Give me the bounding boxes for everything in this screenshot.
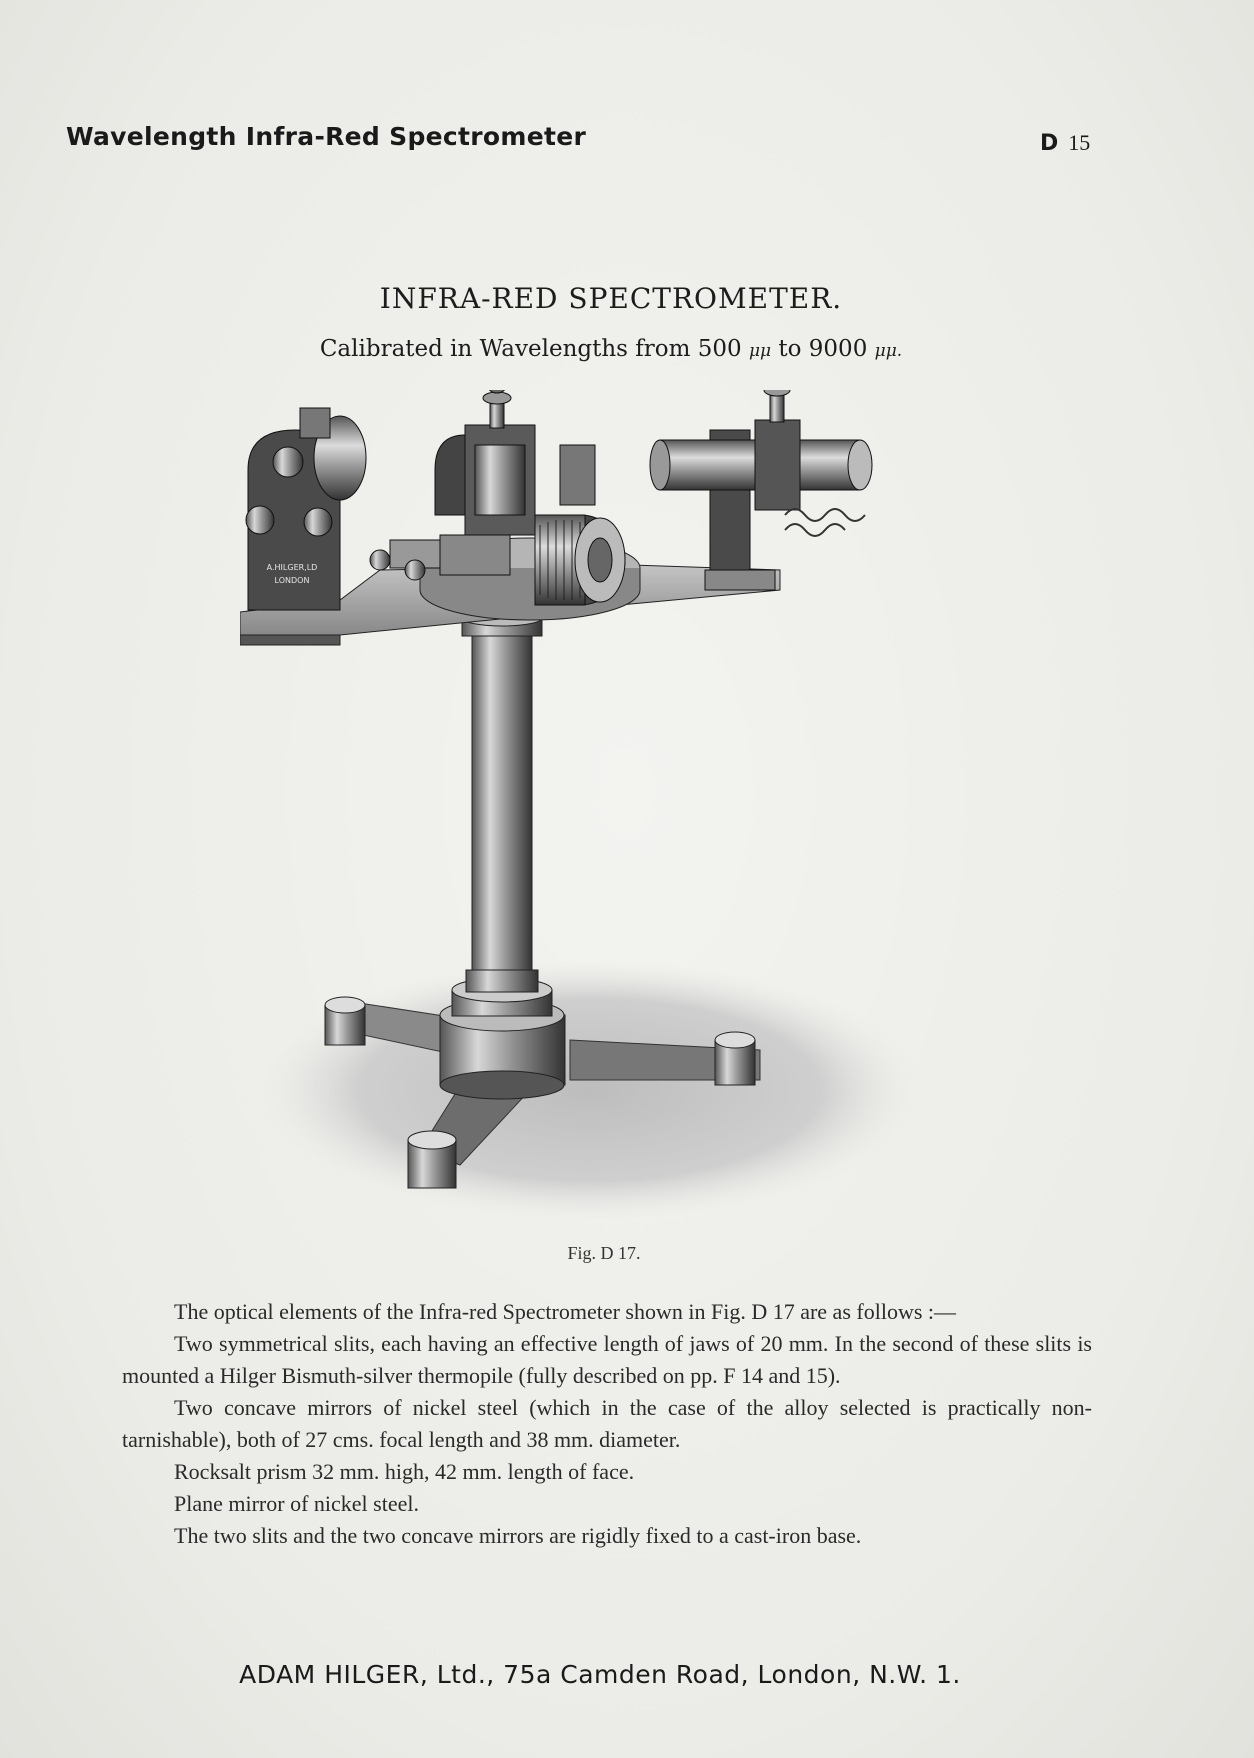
running-header-title: Wavelength Infra-Red Spectrometer: [66, 122, 587, 151]
subtitle-prefix: Calibrated in Wavelengths from 500: [319, 336, 742, 362]
paragraph: Rocksalt prism 32 mm. high, 42 mm. length of face.: [174, 1459, 635, 1484]
subtitle-middle: to 9000: [778, 336, 868, 362]
page-subtitle: [0, 336, 1222, 362]
nameplate-line-2: LONDON: [274, 576, 310, 585]
nameplate-line-1: A.HILGER,LD: [266, 563, 318, 572]
spectrometer-illustration: [240, 390, 960, 1230]
right-telescope: [650, 390, 872, 590]
section-letter: D: [1040, 131, 1059, 156]
paragraph: The optical elements of the Infra-red Spectrometer shown in Fig. D 17 are as follows :—: [174, 1299, 956, 1324]
publisher-footer: ADAM HILGER, Ltd., 75a Camden Road, London, N.W. 1.: [239, 1660, 961, 1689]
subtitle-unit-1: μμ: [748, 341, 772, 361]
body-text: [122, 1296, 1092, 1552]
subtitle-unit-2: μμ.: [874, 341, 903, 361]
page-number-value: 15: [1068, 130, 1091, 155]
page-title: INFRA-RED SPECTROMETER.: [379, 282, 843, 315]
support-column: [462, 610, 542, 992]
figure-caption: Fig. D 17.: [567, 1243, 641, 1263]
left-mirror-housing: [246, 408, 366, 610]
paragraph: The two slits and the two concave mirrors are rigidly fixed to a cast-iron base.: [174, 1523, 862, 1548]
paragraph: Two symmetrical slits, each having an effective length of jaws of 20 mm. In the second of these slits is mounted a Hilger Bismuth-silver thermopile (fully described on pp. F 14 and 15).: [122, 1331, 1092, 1388]
paragraph: Plane mirror of nickel steel.: [174, 1491, 419, 1516]
wavelength-drum: [535, 515, 625, 605]
paragraph: Two concave mirrors of nickel steel (which in the case of the alloy selected is practically non-tarnishable), both of 27 cms. focal length and 38 mm. diameter.: [122, 1395, 1092, 1452]
page-number: [1040, 130, 1090, 156]
